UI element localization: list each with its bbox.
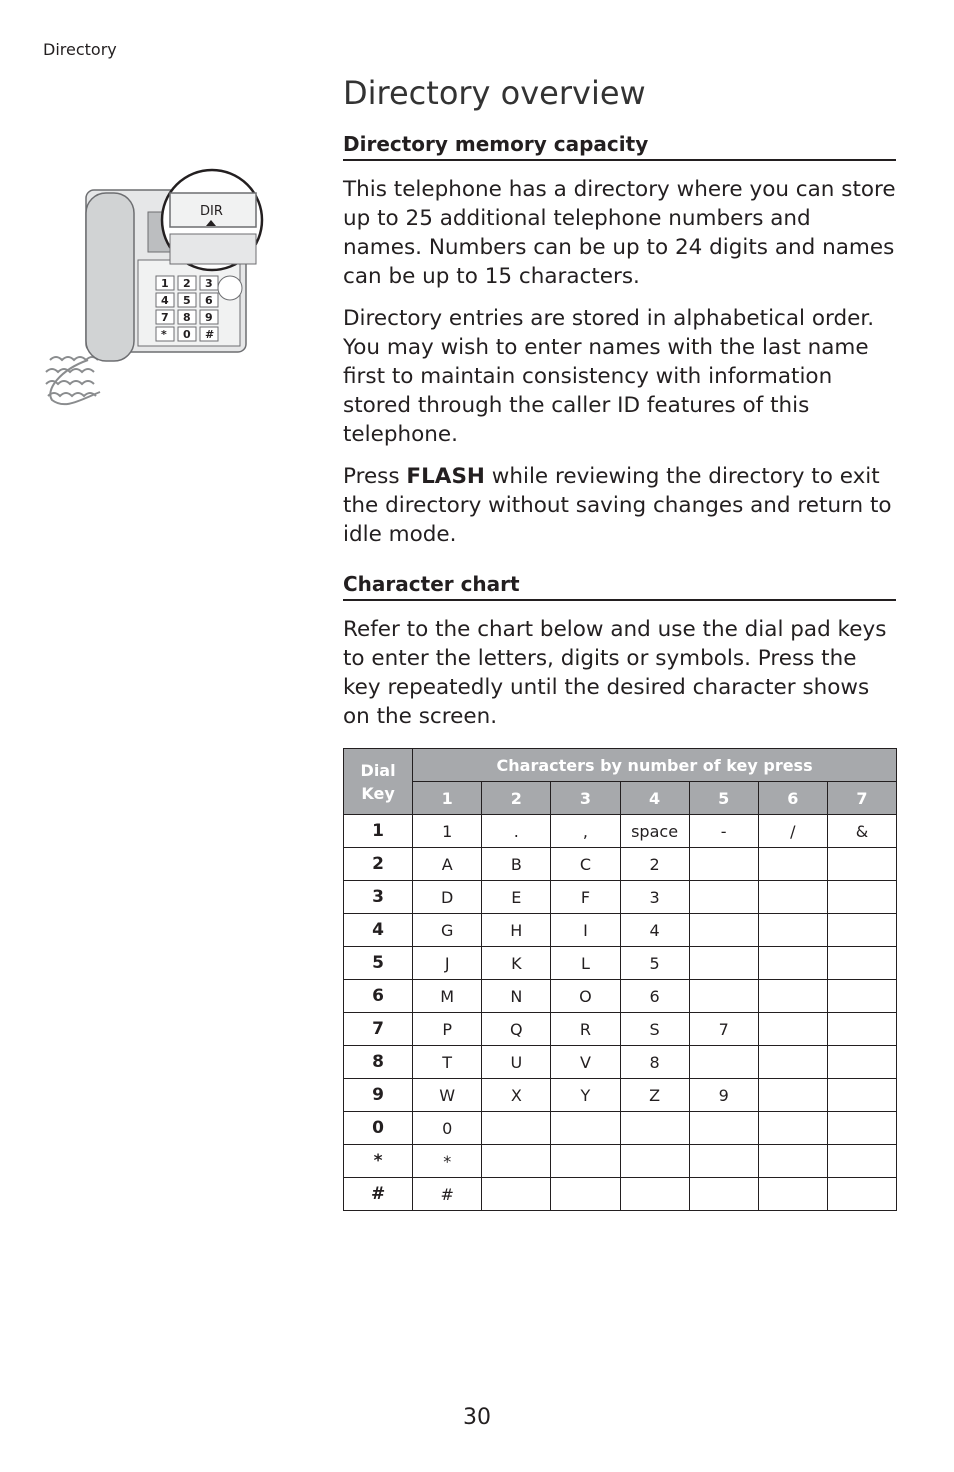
- character-cell: [758, 1178, 827, 1211]
- dial-key-cell: 6: [344, 980, 413, 1013]
- character-cell: [827, 1079, 896, 1112]
- running-head: Directory: [43, 40, 117, 59]
- table-row: [344, 815, 897, 848]
- character-cell: *: [413, 1145, 482, 1178]
- character-cell: X: [482, 1079, 551, 1112]
- paragraph-chart-intro: Refer to the chart below and use the dial pad keys to enter the letters, digits or symbols. Press the key repeatedly until the desired character shows on the screen.: [343, 617, 887, 729]
- character-cell: J: [413, 947, 482, 980]
- character-cell: /: [758, 815, 827, 848]
- keypad-key-4: 4: [161, 294, 169, 307]
- character-cell: I: [551, 914, 620, 947]
- character-cell: H: [482, 914, 551, 947]
- keypad-key-7: 7: [161, 311, 169, 324]
- dial-key-cell: 9: [344, 1079, 413, 1112]
- table-body: [344, 815, 897, 1211]
- character-cell: [689, 1178, 758, 1211]
- header-press-3: 3: [551, 782, 620, 815]
- character-cell: [827, 947, 896, 980]
- character-cell: [689, 848, 758, 881]
- character-cell: B: [482, 848, 551, 881]
- telephone-illustration: [40, 160, 265, 410]
- paragraph-flash: [343, 462, 896, 549]
- header-press-1: 1: [413, 782, 482, 815]
- flash-text-after: while reviewing the directory to exit the directory without saving changes and return to idle mode.: [343, 464, 892, 547]
- character-cell: 6: [620, 980, 689, 1013]
- character-cell: M: [413, 980, 482, 1013]
- dial-key-cell: 3: [344, 881, 413, 914]
- paragraph-alphabetical: Directory entries are stored in alphabetical order. You may wish to enter names with the last name first to maintain consistency with information stored through the caller ID features of this telephone.: [343, 306, 875, 447]
- character-cell: L: [551, 947, 620, 980]
- table-row: [344, 1013, 897, 1046]
- character-cell: [827, 1013, 896, 1046]
- header-characters-group: Characters by number of key press: [413, 749, 897, 782]
- character-cell: [620, 1112, 689, 1145]
- keypad-key-6: 6: [205, 294, 213, 307]
- character-cell: [689, 1145, 758, 1178]
- character-cell: 7: [689, 1013, 758, 1046]
- character-cell: [827, 1178, 896, 1211]
- character-cell: G: [413, 914, 482, 947]
- character-cell: C: [551, 848, 620, 881]
- table-row: [344, 1145, 897, 1178]
- keypad-key-3: 3: [205, 277, 213, 290]
- character-cell: [827, 1046, 896, 1079]
- character-cell: 8: [620, 1046, 689, 1079]
- dial-key-cell: *: [344, 1145, 413, 1178]
- character-cell: 5: [620, 947, 689, 980]
- character-cell: [689, 881, 758, 914]
- content-column: [343, 132, 896, 744]
- character-cell: [689, 947, 758, 980]
- header-press-4: 4: [620, 782, 689, 815]
- dial-key-cell: 0: [344, 1112, 413, 1145]
- page-title: Directory overview: [343, 74, 646, 112]
- character-cell: #: [413, 1178, 482, 1211]
- character-cell: [620, 1178, 689, 1211]
- character-cell: K: [482, 947, 551, 980]
- dial-key-cell: 2: [344, 848, 413, 881]
- keypad-key-2: 2: [183, 277, 191, 290]
- page-number: 30: [463, 1405, 491, 1430]
- character-cell: -: [689, 815, 758, 848]
- character-cell: E: [482, 881, 551, 914]
- character-cell: [758, 914, 827, 947]
- coiled-cord: [46, 357, 100, 404]
- character-cell: Q: [482, 1013, 551, 1046]
- character-cell: [689, 980, 758, 1013]
- character-cell: [758, 881, 827, 914]
- table-row: [344, 947, 897, 980]
- dial-key-cell: 7: [344, 1013, 413, 1046]
- keypad-key-hash: #: [205, 328, 215, 341]
- character-cell: 4: [620, 914, 689, 947]
- character-cell: [689, 1112, 758, 1145]
- keypad-key-5: 5: [183, 294, 191, 307]
- table-row: [344, 980, 897, 1013]
- callout-lower-panel: [170, 234, 256, 264]
- character-cell: [758, 947, 827, 980]
- character-cell: [551, 1178, 620, 1211]
- character-cell: T: [413, 1046, 482, 1079]
- character-cell: [758, 1112, 827, 1145]
- character-cell: .: [482, 815, 551, 848]
- character-cell: 9: [689, 1079, 758, 1112]
- table-row: [344, 1046, 897, 1079]
- header-press-5: 5: [689, 782, 758, 815]
- character-cell: [620, 1145, 689, 1178]
- character-cell: P: [413, 1013, 482, 1046]
- table-row: [344, 1178, 897, 1211]
- character-cell: D: [413, 881, 482, 914]
- nav-wheel: [218, 276, 242, 300]
- dial-key-cell: 5: [344, 947, 413, 980]
- character-cell: Y: [551, 1079, 620, 1112]
- character-cell: [482, 1112, 551, 1145]
- character-cell: [551, 1112, 620, 1145]
- character-cell: [758, 1013, 827, 1046]
- character-cell: &: [827, 815, 896, 848]
- table-row: [344, 1112, 897, 1145]
- character-cell: N: [482, 980, 551, 1013]
- dial-key-cell: 4: [344, 914, 413, 947]
- header-dial-key: Dial Key: [344, 749, 413, 815]
- character-cell: [758, 1145, 827, 1178]
- section-heading-character-chart: Character chart: [343, 572, 896, 601]
- character-cell: [758, 848, 827, 881]
- table-row: [344, 914, 897, 947]
- character-cell: [758, 1079, 827, 1112]
- character-cell: F: [551, 881, 620, 914]
- header-press-2: 2: [482, 782, 551, 815]
- paragraph-capacity: This telephone has a directory where you can store up to 25 additional telephone numbers and names. Numbers can be up to 24 digits and names can be up to 15 characters.: [343, 177, 896, 289]
- character-cell: [551, 1145, 620, 1178]
- keypad-key-star: *: [161, 328, 167, 341]
- keypad-key-1: 1: [161, 277, 169, 290]
- table-row: [344, 881, 897, 914]
- character-cell: ,: [551, 815, 620, 848]
- character-cell: [827, 1145, 896, 1178]
- character-cell: 1: [413, 815, 482, 848]
- dial-key-cell: #: [344, 1178, 413, 1211]
- character-cell: [827, 914, 896, 947]
- character-cell: O: [551, 980, 620, 1013]
- table-row: [344, 848, 897, 881]
- character-cell: Z: [620, 1079, 689, 1112]
- character-cell: [758, 980, 827, 1013]
- character-cell: [827, 980, 896, 1013]
- character-chart-table: [343, 748, 897, 1211]
- character-cell: V: [551, 1046, 620, 1079]
- character-cell: [689, 914, 758, 947]
- character-cell: U: [482, 1046, 551, 1079]
- table-row: [344, 1079, 897, 1112]
- character-cell: [482, 1145, 551, 1178]
- character-cell: 3: [620, 881, 689, 914]
- character-cell: [827, 881, 896, 914]
- character-cell: [482, 1178, 551, 1211]
- handset: [86, 193, 134, 361]
- character-cell: [689, 1046, 758, 1079]
- flash-text-before: Press: [343, 464, 407, 489]
- character-cell: [827, 848, 896, 881]
- section-heading-memory-capacity: Directory memory capacity: [343, 132, 896, 161]
- table-header: [344, 749, 897, 815]
- character-cell: 0: [413, 1112, 482, 1145]
- dial-key-cell: 8: [344, 1046, 413, 1079]
- keypad-key-9: 9: [205, 311, 213, 324]
- character-cell: W: [413, 1079, 482, 1112]
- keypad-key-0: 0: [183, 328, 191, 341]
- header-press-6: 6: [758, 782, 827, 815]
- character-cell: A: [413, 848, 482, 881]
- header-press-7: 7: [827, 782, 896, 815]
- character-cell: S: [620, 1013, 689, 1046]
- flash-key-label: FLASH: [406, 464, 485, 489]
- character-cell: R: [551, 1013, 620, 1046]
- character-cell: [758, 1046, 827, 1079]
- keypad-key-8: 8: [183, 311, 191, 324]
- dir-button-label: DIR: [200, 204, 223, 219]
- dial-key-cell: 1: [344, 815, 413, 848]
- character-cell: 2: [620, 848, 689, 881]
- character-cell: [827, 1112, 896, 1145]
- character-cell: space: [620, 815, 689, 848]
